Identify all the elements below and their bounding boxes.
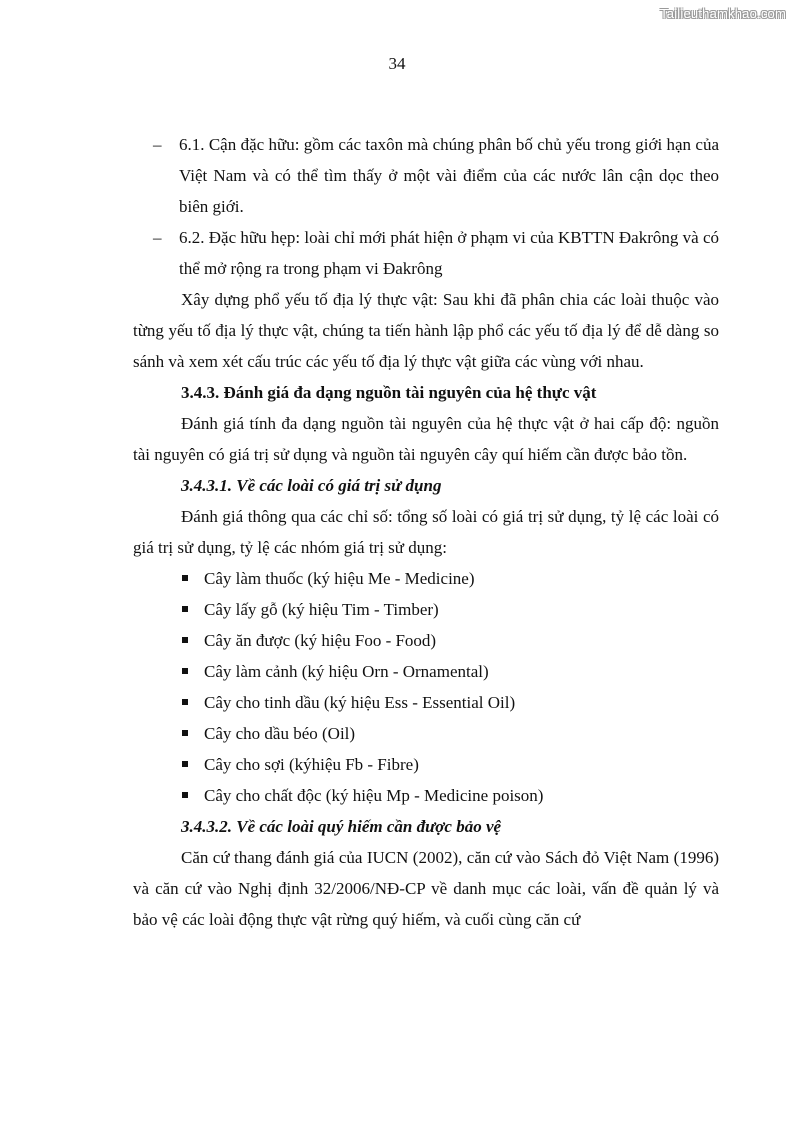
list-item-text: Cây làm thuốc (ký hiệu Me - Medicine)	[204, 569, 475, 588]
list-item-text: Cây ăn được (ký hiệu Foo - Food)	[204, 631, 437, 650]
list-item	[133, 749, 719, 780]
square-bullet-icon	[182, 606, 188, 612]
list-item	[133, 687, 719, 718]
subsection-heading-3-4-3-2: 3.4.3.2. Về các loài quý hiếm cần được bảo vệ	[181, 817, 502, 836]
list-item-text: Cây lấy gỗ (ký hiệu Tim - Timber)	[204, 600, 439, 619]
square-bullet-icon	[182, 792, 188, 798]
list-item-text: Cây làm cảnh (ký hiệu Orn - Ornamental)	[204, 662, 489, 681]
square-bullet-icon	[182, 761, 188, 767]
list-item-text: Cây cho dầu béo (Oil)	[204, 724, 356, 743]
list-item-text: Cây cho tinh dầu (ký hiệu Ess - Essential Oil)	[204, 693, 516, 712]
list-item	[133, 563, 719, 594]
square-bullet-icon	[182, 699, 188, 705]
square-bullet-icon	[182, 730, 188, 736]
usage-group-list	[133, 563, 719, 811]
dash-item-text: 6.2. Đặc hữu hẹp: loài chỉ mới phát hiện ở phạm vi của KBTTN Đakrông và có thể mở rộng ra trong phạm vi Đakrông	[179, 228, 719, 278]
list-item-text: Cây cho chất độc (ký hiệu Mp - Medicine poison)	[204, 786, 544, 805]
paragraph-chi-so: Đánh giá thông qua các chỉ số: tổng số loài có giá trị sử dụng, tỷ lệ các loài có giá trị sử dụng, tỷ lệ các nhóm giá trị sử dụng:	[133, 507, 719, 557]
list-item	[133, 656, 719, 687]
list-item-text: Cây cho sợi (kýhiệu Fb - Fibre)	[204, 755, 419, 774]
square-bullet-icon	[182, 668, 188, 674]
dash-marker: –	[153, 135, 162, 154]
dash-item-text: 6.1. Cận đặc hữu: gồm các taxôn mà chúng phân bố chủ yếu trong giới hạn của Việt Nam và có thể tìm thấy ở một vài điểm của các nước lân cận dọc theo biên giới.	[179, 135, 719, 216]
dash-list-item	[133, 222, 719, 284]
page-number: 34	[388, 54, 406, 73]
subsection-heading-3-4-3-1: 3.4.3.1. Về các loài có giá trị sử dụng	[181, 476, 442, 495]
watermark: Tailieuthamkhao.com	[660, 6, 786, 21]
paragraph-danh-gia: Đánh giá tính đa dạng nguồn tài nguyên của hệ thực vật ở hai cấp độ: nguồn tài nguyên có giá trị sử dụng và nguồn tài nguyên cây quí hiếm cần được bảo tồn.	[133, 414, 719, 464]
page-body	[133, 129, 719, 935]
square-bullet-icon	[182, 575, 188, 581]
paragraph-pho-yeu-to: Xây dựng phổ yếu tố địa lý thực vật: Sau khi đã phân chia các loài thuộc vào từng yếu tố địa lý thực vật, chúng ta tiến hành lập phổ các yếu tố địa lý để dễ dàng so sánh và xem xét cấu trúc các yếu tố địa lý thực vật giữa các vùng với nhau.	[133, 290, 719, 371]
dash-list-item	[133, 129, 719, 222]
list-item	[133, 625, 719, 656]
dash-marker: –	[153, 228, 162, 247]
paragraph-can-cu: Căn cứ thang đánh giá của IUCN (2002), căn cứ vào Sách đỏ Việt Nam (1996) và căn cứ vào Nghị định 32/2006/NĐ-CP về danh mục các loài, vấn đề quản lý và bảo vệ các loài động thực vật rừng quý hiếm, và cuối cùng căn cứ	[133, 848, 719, 929]
square-bullet-icon	[182, 637, 188, 643]
list-item	[133, 718, 719, 749]
list-item	[133, 594, 719, 625]
section-heading-3-4-3: 3.4.3. Đánh giá đa dạng nguồn tài nguyên của hệ thực vật	[181, 383, 597, 402]
list-item	[133, 780, 719, 811]
